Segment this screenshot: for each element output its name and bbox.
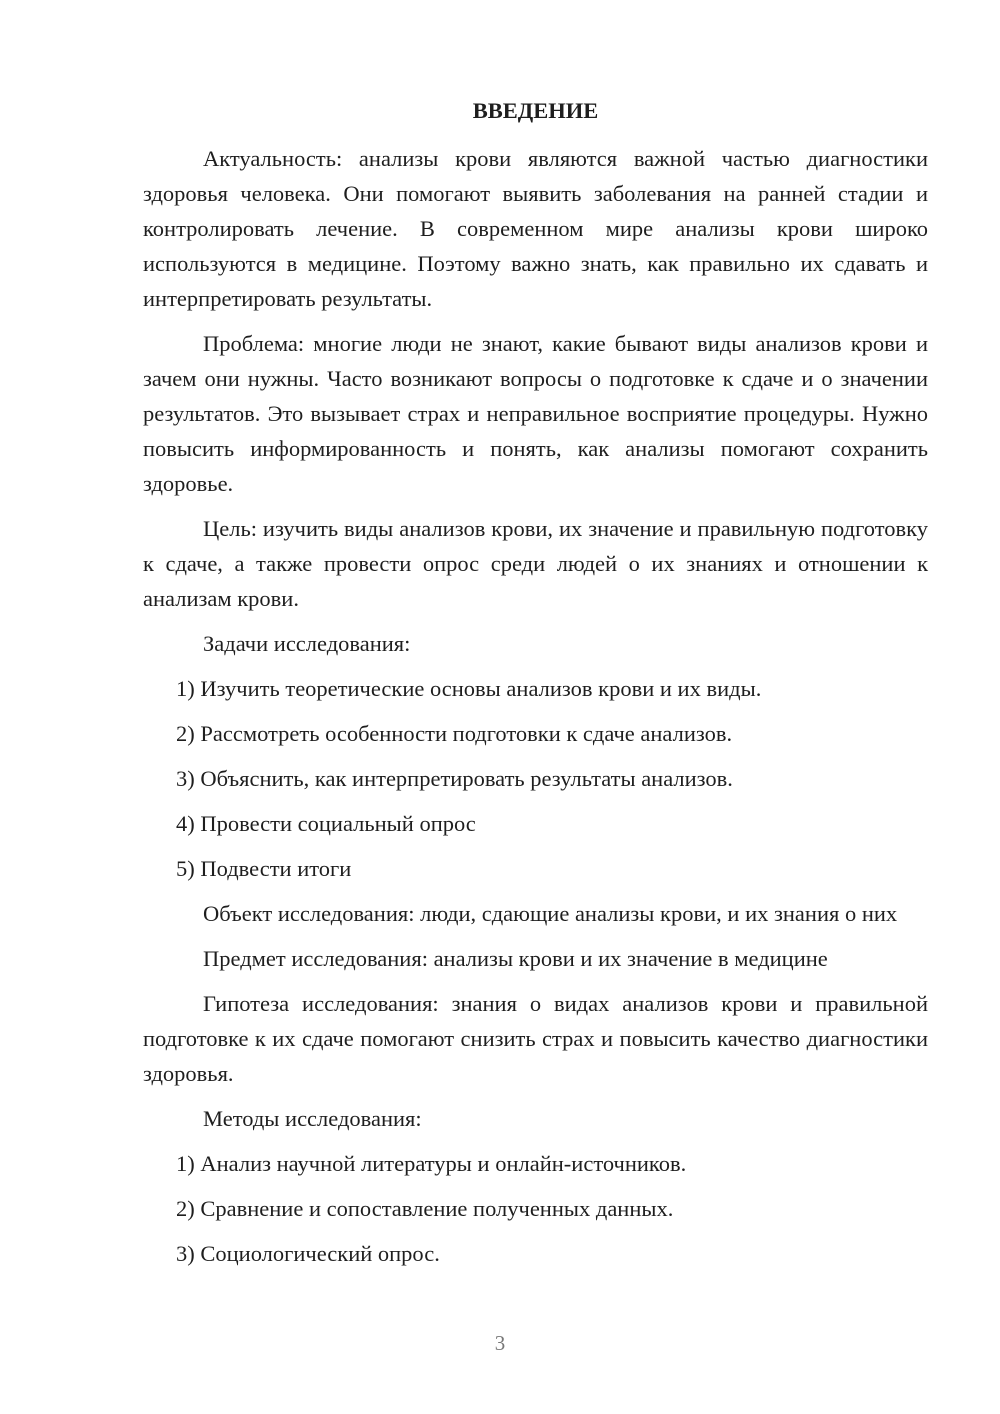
- page-number: 3: [494, 1331, 506, 1355]
- methods-label: Методы исследования:: [203, 1106, 422, 1131]
- relevance-paragraph: Актуальность: анализы крови являются важной частью диагностики здоровья человека. Они помогают выявить заболевания на ранней стадии и контролировать лечение. В современном мире анализы крови широко используются в медицине. Поэтому важно знать, как правильно их сдавать и интерпретировать результаты.: [143, 146, 928, 311]
- problem-paragraph: Проблема: многие люди не знают, какие бывают виды анализов крови и зачем они нужны. Часто возникают вопросы о подготовке к сдаче и о значении результатов. Это вызывает страх и неправильное восприятие процедуры. Нужно повысить информированность и понять, как анализы помогают сохранить здоровье.: [143, 331, 928, 496]
- list-item: 3) Объяснить, как интерпретировать результаты анализов.: [176, 766, 733, 791]
- list-item: 5) Подвести итоги: [176, 856, 352, 881]
- list-item: 4) Провести социальный опрос: [176, 811, 476, 836]
- list-item: 1) Изучить теоретические основы анализов крови и их виды.: [176, 676, 762, 701]
- object-paragraph: Объект исследования: люди, сдающие анализы крови, и их знания о них: [203, 901, 898, 926]
- methods-list: [143, 1146, 928, 1271]
- tasks-label: Задачи исследования:: [203, 631, 411, 656]
- page-title: ВВЕДЕНИЕ: [472, 98, 599, 123]
- list-item: 2) Рассмотреть особенности подготовки к сдаче анализов.: [176, 721, 733, 746]
- hypothesis-paragraph: Гипотеза исследования: знания о видах анализов крови и правильной подготовке к их сдаче помогают снизить страх и повысить качество диагностики здоровья.: [143, 991, 928, 1086]
- goal-paragraph: Цель: изучить виды анализов крови, их значение и правильную подготовку к сдаче, а также провести опрос среди людей о их знаниях и отношении к анализам крови.: [143, 516, 928, 611]
- list-item: 1) Анализ научной литературы и онлайн-источников.: [176, 1151, 687, 1176]
- list-item: 2) Сравнение и сопоставление полученных данных.: [176, 1196, 674, 1221]
- subject-paragraph: Предмет исследования: анализы крови и их значение в медицине: [203, 946, 828, 971]
- list-item: 3) Социологический опрос.: [176, 1241, 440, 1266]
- document-page: [143, 95, 928, 1281]
- tasks-list: [143, 671, 928, 886]
